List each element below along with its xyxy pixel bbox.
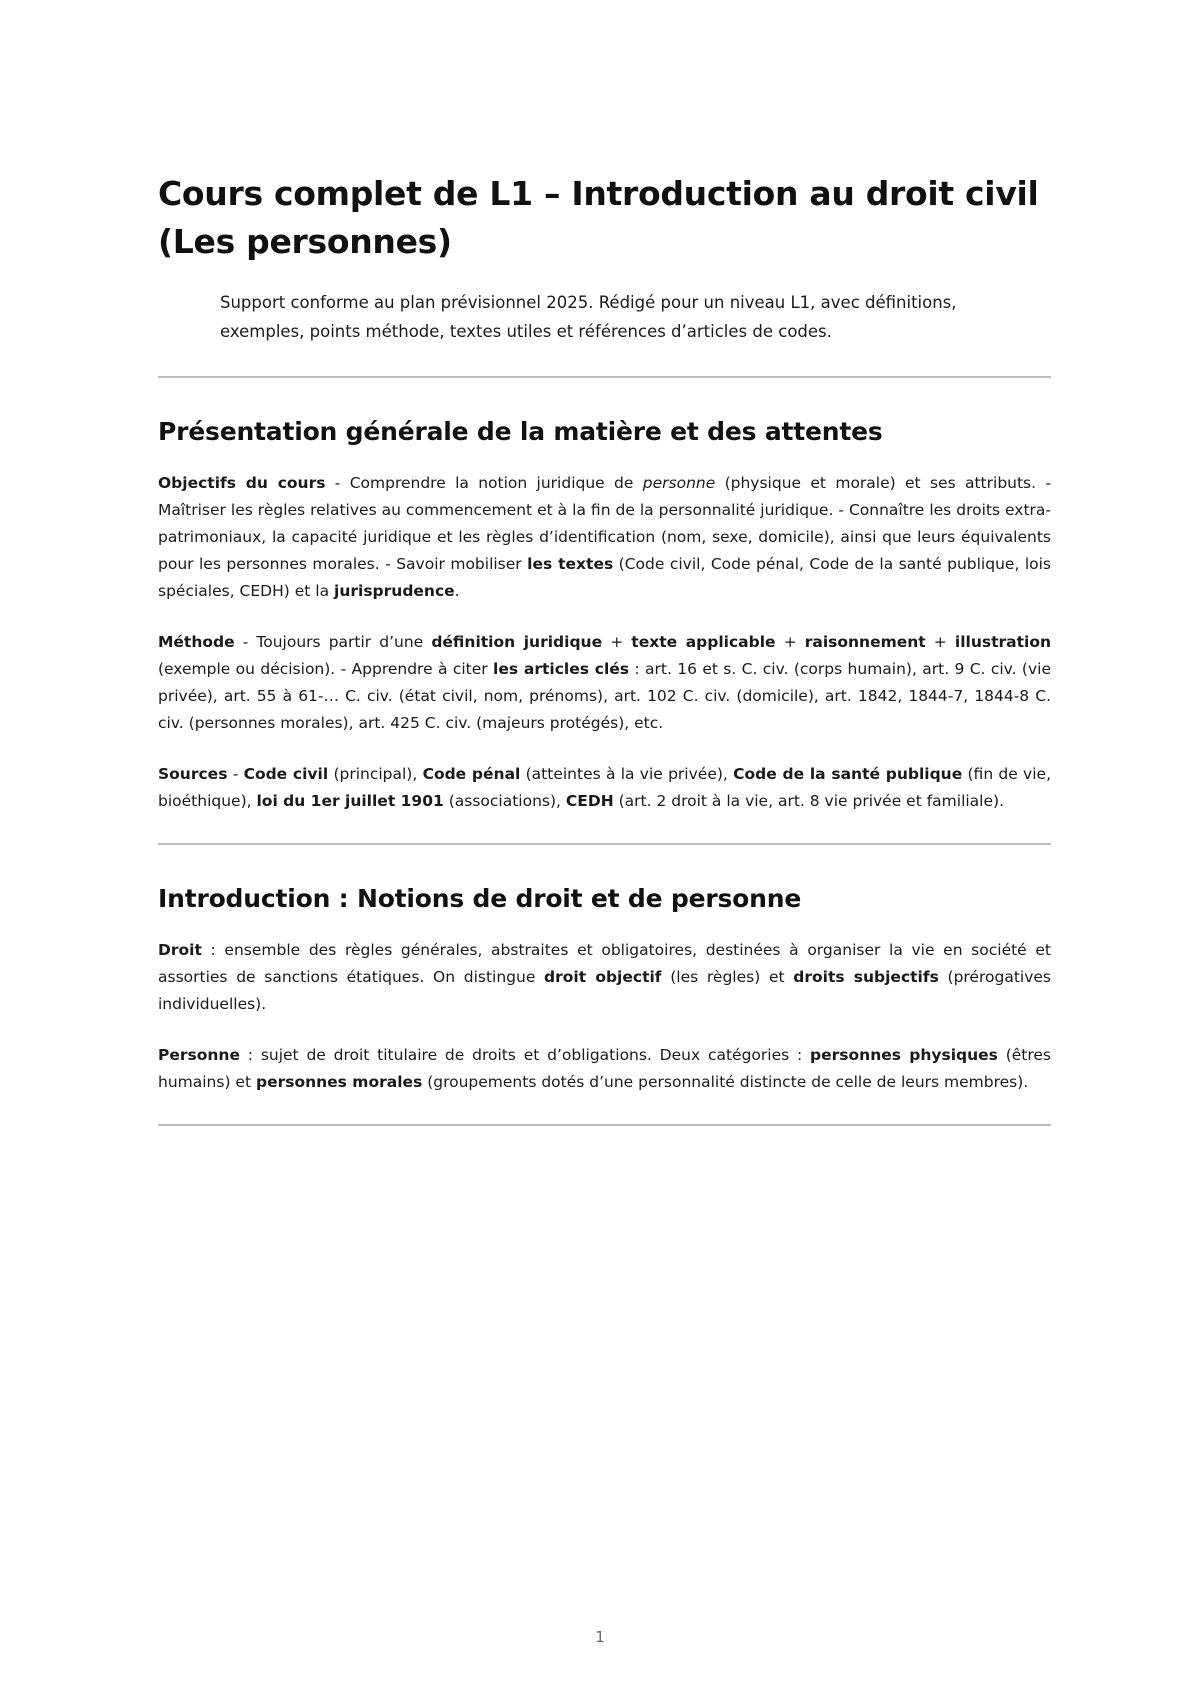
section-heading: Présentation générale de la matière et des attentes bbox=[158, 417, 883, 446]
text-run: - Comprendre la notion juridique de bbox=[325, 474, 643, 492]
text-run: (prérogatives individuelles). bbox=[158, 968, 1051, 1013]
section-heading: Introduction : Notions de droit et de personne bbox=[158, 884, 802, 913]
term-droit-objectif: droit objectif bbox=[544, 968, 662, 986]
term-personne: Personne bbox=[158, 1046, 240, 1064]
term-definition: définition juridique bbox=[431, 633, 603, 651]
paragraph-methode bbox=[158, 629, 1051, 737]
term-objectifs: Objectifs du cours bbox=[158, 474, 326, 492]
document-title: Cours complet de L1 – Introduction au droit civil (Les personnes) bbox=[158, 174, 1039, 261]
term-droits-subjectifs: droits subjectifs bbox=[793, 968, 939, 986]
text-run: (fin de vie, bioéthique), bbox=[158, 765, 1052, 810]
term-cedh: CEDH bbox=[565, 792, 614, 810]
term-loi-1901: loi du 1er juillet 1901 bbox=[256, 792, 444, 810]
term-raisonnement: raisonnement bbox=[804, 633, 926, 651]
term-methode: Méthode bbox=[158, 633, 235, 651]
text-run: (art. 2 droit à la vie, art. 8 vie privée et familiale). bbox=[613, 792, 1004, 810]
term-code-sante: Code de la santé publique bbox=[733, 765, 963, 783]
term-droit: Droit bbox=[158, 941, 202, 959]
text-run: (êtres humains) et bbox=[158, 1046, 1051, 1091]
emphasis-personne: personne bbox=[642, 474, 716, 492]
document-page bbox=[158, 170, 1051, 1126]
paragraph-sources bbox=[158, 761, 1051, 815]
text-run: : sujet de droit titulaire de droits et d’obligations. Deux catégories : bbox=[239, 1046, 811, 1064]
section-divider bbox=[158, 1124, 1051, 1126]
term-texte-applicable: texte applicable bbox=[631, 633, 776, 651]
text-run: + bbox=[775, 633, 805, 651]
term-personnes-morales: personnes morales bbox=[255, 1073, 423, 1091]
text-run: (physique et morale) et ses attributs. - Maîtriser les règles relatives au commencement et à la fin de la personnalité juridique. - Connaître les droits extra-patrimoniaux, la capacité juridique et les règles d’identification (nom, sexe, domicile), ainsi que leurs équivalents pour les personnes morales. - Savoir mobiliser bbox=[158, 474, 1051, 573]
text-run: (les règles) et bbox=[661, 968, 794, 986]
section-divider bbox=[158, 843, 1051, 845]
term-personnes-physiques: personnes physiques bbox=[810, 1046, 998, 1064]
paragraph-personne bbox=[158, 1042, 1051, 1096]
lead-paragraph: Support conforme au plan prévisionnel 2025. Rédigé pour un niveau L1, avec définitions, exemples, points méthode, textes utiles et références d’articles de codes. bbox=[220, 293, 957, 341]
text-run: + bbox=[925, 633, 955, 651]
section-introduction bbox=[158, 881, 1051, 1096]
term-code-civil: Code civil bbox=[243, 765, 329, 783]
section-divider bbox=[158, 376, 1051, 378]
text-run: (principal), bbox=[328, 765, 423, 783]
text-run: (associations), bbox=[443, 792, 566, 810]
term-textes: les textes bbox=[527, 555, 614, 573]
term-sources: Sources bbox=[158, 765, 228, 783]
text-run: (groupements dotés d’une personnalité distincte de celle de leurs membres). bbox=[422, 1073, 1029, 1091]
text-run: (Code civil, Code pénal, Code de la santé publique, lois spéciales, CEDH) et la bbox=[158, 555, 1052, 600]
section-presentation bbox=[158, 414, 1051, 815]
paragraph-objectifs bbox=[158, 470, 1051, 605]
term-illustration: illustration bbox=[954, 633, 1052, 651]
text-run: (atteintes à la vie privée), bbox=[520, 765, 734, 783]
text-run: - bbox=[227, 765, 244, 783]
paragraph-droit bbox=[158, 937, 1051, 1018]
text-run: : art. 16 et s. C. civ. (corps humain), art. 9 C. civ. (vie privée), art. 55 à 61-… C. civ. (état civil, nom, prénoms), art. 102 C. civ. (domicile), art. 1842, 1844-7, 1844-8 C. civ. (personnes morales), art. 425 C. civ. (majeurs protégés), etc. bbox=[158, 660, 1051, 732]
term-articles-cles: les articles clés bbox=[493, 660, 630, 678]
text-run: - Toujours partir d’une bbox=[234, 633, 432, 651]
term-code-penal: Code pénal bbox=[422, 765, 521, 783]
text-run: + bbox=[602, 633, 632, 651]
text-run: . bbox=[454, 582, 460, 600]
text-run: : ensemble des règles générales, abstraites et obligatoires, destinées à organiser la vie en société et assorties de sanctions étatiques. On distingue bbox=[158, 941, 1051, 986]
text-run: (exemple ou décision). - Apprendre à citer bbox=[158, 660, 494, 678]
term-jurisprudence: jurisprudence bbox=[334, 582, 455, 600]
page-number: 1 bbox=[595, 1628, 605, 1646]
